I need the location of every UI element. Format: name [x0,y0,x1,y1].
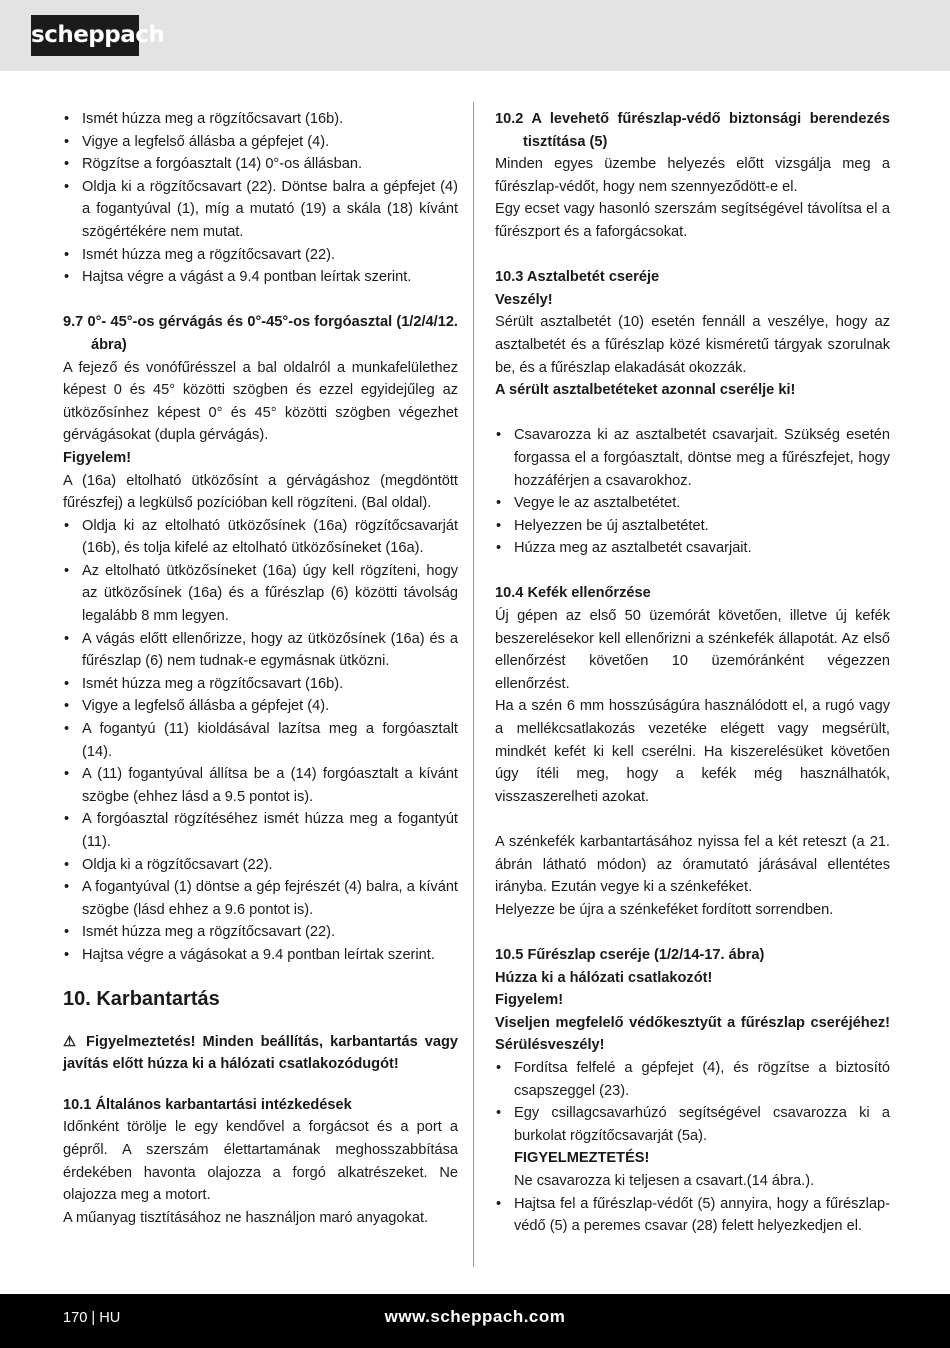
page-header [0,0,950,71]
bullet-item: • Hajtsa végre a vágást a 9.4 pontban leírtak szerint. [63,266,458,289]
warning-text: ⚠ Figyelmeztetés! Minden beállítás, karbantartás vagy javítás előtt húzza ki a hálózati csatlakozódugót! [63,1033,458,1073]
subsection-heading: 10.5 Fűrészlap cseréje (1/2/14-17. ábra) [495,946,765,963]
spacer [495,244,890,267]
subsection-heading: 10.3 Asztalbetét cseréje [495,269,660,286]
bullet-item: • Ismét húzza meg a rögzítőcsavart (16b). [63,673,458,696]
paragraph: Helyezze be újra a szénkeféket fordított sorrendben. [495,901,834,918]
bold-label: Húzza ki a hálózati csatlakozót! [495,969,713,986]
bold-label: Figyelem! [63,449,132,466]
bullet-item: • Csavarozza ki az asztalbetét csavarjait. Szükség esetén forgassa el a forgóasztalt, döntse meg a fűrészfejet, hogy hozzáférjen a csavarokhoz. [495,424,890,492]
paragraph: A fejező és vonófűrésszel a bal oldalról a munkafelülethez képest 0 és 45° közötti szögben és ezzel egyidejűleg az ütközősínhez képest 0° és 45° közötti szögben végezhet gérvágásokat (dupla gérvágás). [63,359,458,444]
paragraph: Ne csavarozza ki teljesen a csavart.(14 ábra.). [514,1172,815,1189]
bullet-item: • Ismét húzza meg a rögzítőcsavart (22). [63,921,458,944]
paragraph: A (16a) eltolható ütközősínt a gérvágáshoz (megdöntött fűrészfej) a legkülső pozícióban kell rögzíteni. (Bal oldal). [63,472,458,512]
bullet-item: • A vágás előtt ellenőrizze, hogy az ütközősínek (16a) és a fűrészlap (6) nem tudnak-e egymásnak ütközni. [63,628,458,673]
bullet-item: • A fogantyú (11) kioldásával lazítsa meg a forgóasztalt (14). [63,718,458,763]
bullet-item: • Vegye le az asztalbetétet. [495,492,890,515]
paragraph: A műanyag tisztításához ne használjon maró anyagokat. [63,1209,429,1226]
bullet-item: • Fordítsa felfelé a gépfejet (4), és rögzítse a biztosító csapszeggel (23). [495,1057,890,1102]
spacer [495,402,890,425]
bullet-item: • Ismét húzza meg a rögzítőcsavart (22). [63,244,458,267]
paragraph: Egy ecset vagy hasonló szerszám segítségével távolítsa el a fűrészport és a faforgácsokat. [495,201,890,240]
bullet-item: • Oldja ki az eltolható ütközősínek (16a) rögzítőcsavarját (16b), és tolja kifelé az eltolható ütközősíneket (16a). [63,515,458,560]
bullet-item: • A fogantyúval (1) döntse a gép fejrészét (4) balra, a kívánt szögbe (lásd ehhez a 9.6 pontot is). [63,876,458,921]
bullet-item: • A (11) fogantyúval állítsa be a (14) forgóasztalt a kívánt szögbe (ehhez lásd a 9.5 pontot is). [63,763,458,808]
bullet-item: • Ismét húzza meg a rögzítőcsavart (16b). [63,108,458,131]
spacer [495,808,890,831]
paragraph: Minden egyes üzembe helyezés előtt vizsgálja meg a fűrészlap-védőt, hogy nem szennyeződött-e el. [495,156,890,195]
warning-label: FIGYELMEZTETÉS! [514,1150,650,1167]
bold-label: A sérült asztalbetéteket azonnal cserélje ki! [495,382,796,399]
spacer [495,921,890,944]
bullet-item: • Egy csillagcsavarhúzó segítségével csavarozza ki a burkolat rögzítőcsavarját (5a). [495,1102,890,1147]
spacer [63,967,458,985]
subsection-heading: 10.4 Kefék ellenőrzése [495,585,651,602]
bullet-item: • A forgóasztal rögzítéséhez ismét húzza meg a fogantyút (11). [63,808,458,853]
bullet-item: • Rögzítse a forgóasztalt (14) 0°-os állásban. [63,153,458,176]
page-footer [0,1294,950,1348]
paragraph: Ha a szén 6 mm hosszúságúra használódott el, a rugó vagy a mellékcsatlakozás vezetéke elégett vagy megsérült, mindkét kefét ki kell cserélni. Ha kiszerelésüket követően úgy ítéli meg, hogy a kefék még használhatók, visszaszerelheti azokat. [495,698,890,805]
bullet-item: • Oldja ki a rögzítőcsavart (22). Döntse balra a gépfejet (4) a fogantyúval (1), míg a mutató (19) a skála (18) kívánt szögértékére nem mutat. [63,176,458,244]
left-column [63,108,458,1229]
paragraph: Új gépen az első 50 üzemórát követően, illetve új kefék beszerelésekor kell ellenőrizni a szénkefék állapotát. Az első ellenőrzést követően 10 üzemóránként végezzen ellenőrzést. [495,608,890,692]
bullet-item: • Húzza meg az asztalbetét csavarjait. [495,537,890,560]
spacer [63,1076,458,1094]
bullet-item: • Az eltolható ütközősíneket (16a) úgy kell rögzíteni, hogy az ütközősínek (16a) és a fűrészlap (6) közötti távolság legalább 8 mm legyen. [63,560,458,628]
section-heading: 10. Karbantartás [63,987,220,1010]
footer-url[interactable]: www.scheppach.com [384,1307,566,1326]
subsection-heading: 10.2 A levehető fűrészlap-védő biztonsági berendezés tisztítása (5) [495,111,890,150]
subsection-heading: 9.7 0°- 45°-os gérvágás és 0°-45°-os forgóasztal (1/2/4/12. ábra) [63,314,458,353]
bullet-item: • Vigye a legfelső állásba a gépfejet (4). [63,695,458,718]
bullet-item: • Hajtsa fel a fűrészlap-védőt (5) annyira, hogy a fűrészlap-védő (5) a peremes csavar (28) felett helyezkedjen el. [495,1193,890,1238]
subsection-heading: 10.1 Általános karbantartási intézkedések [63,1096,352,1113]
bold-label: Figyelem! [495,992,564,1009]
paragraph: Időnként törölje le egy kendővel a forgácsot és a port a gépről. A szerszám élettartamának meghosszabbítása érdekében havonta olajozza a forgó alkatrészeket. Ne olajozza meg a motort. [63,1119,458,1204]
bold-label: Veszély! [495,291,553,308]
column-divider [473,102,474,1267]
paragraph: A szénkefék karbantartásához nyissa fel a két reteszt (a 21. ábrán látható módon) az óramutató járásával ellentétes irányba. Ezután vegye ki a szénkeféket. [495,834,890,896]
bullet-item: • Vigye a legfelső állásba a gépfejet (4). [63,131,458,154]
brand-logo: scheppach [31,15,139,56]
spacer [495,560,890,583]
spacer [63,1013,458,1031]
bullet-item: • Helyezzen be új asztalbetétet. [495,515,890,538]
bullet-item: • Oldja ki a rögzítőcsavart (22). [63,854,458,877]
page-number: 170 | HU [63,1310,121,1326]
right-column [495,108,890,1238]
paragraph: Sérült asztalbetét (10) esetén fennáll a veszélye, hogy az asztalbetét és a fűrészlap közé kisméretű tárgyak szorulnak be, és a fűrészlap elakadását okozzák. [495,314,890,376]
spacer [63,289,458,312]
warning-text: Viseljen megfelelő védőkesztyűt a fűrészlap cseréjéhez! Sérülésveszély! [495,1014,890,1054]
bullet-item: • Hajtsa végre a vágásokat a 9.4 pontban leírtak szerint. [63,944,458,967]
